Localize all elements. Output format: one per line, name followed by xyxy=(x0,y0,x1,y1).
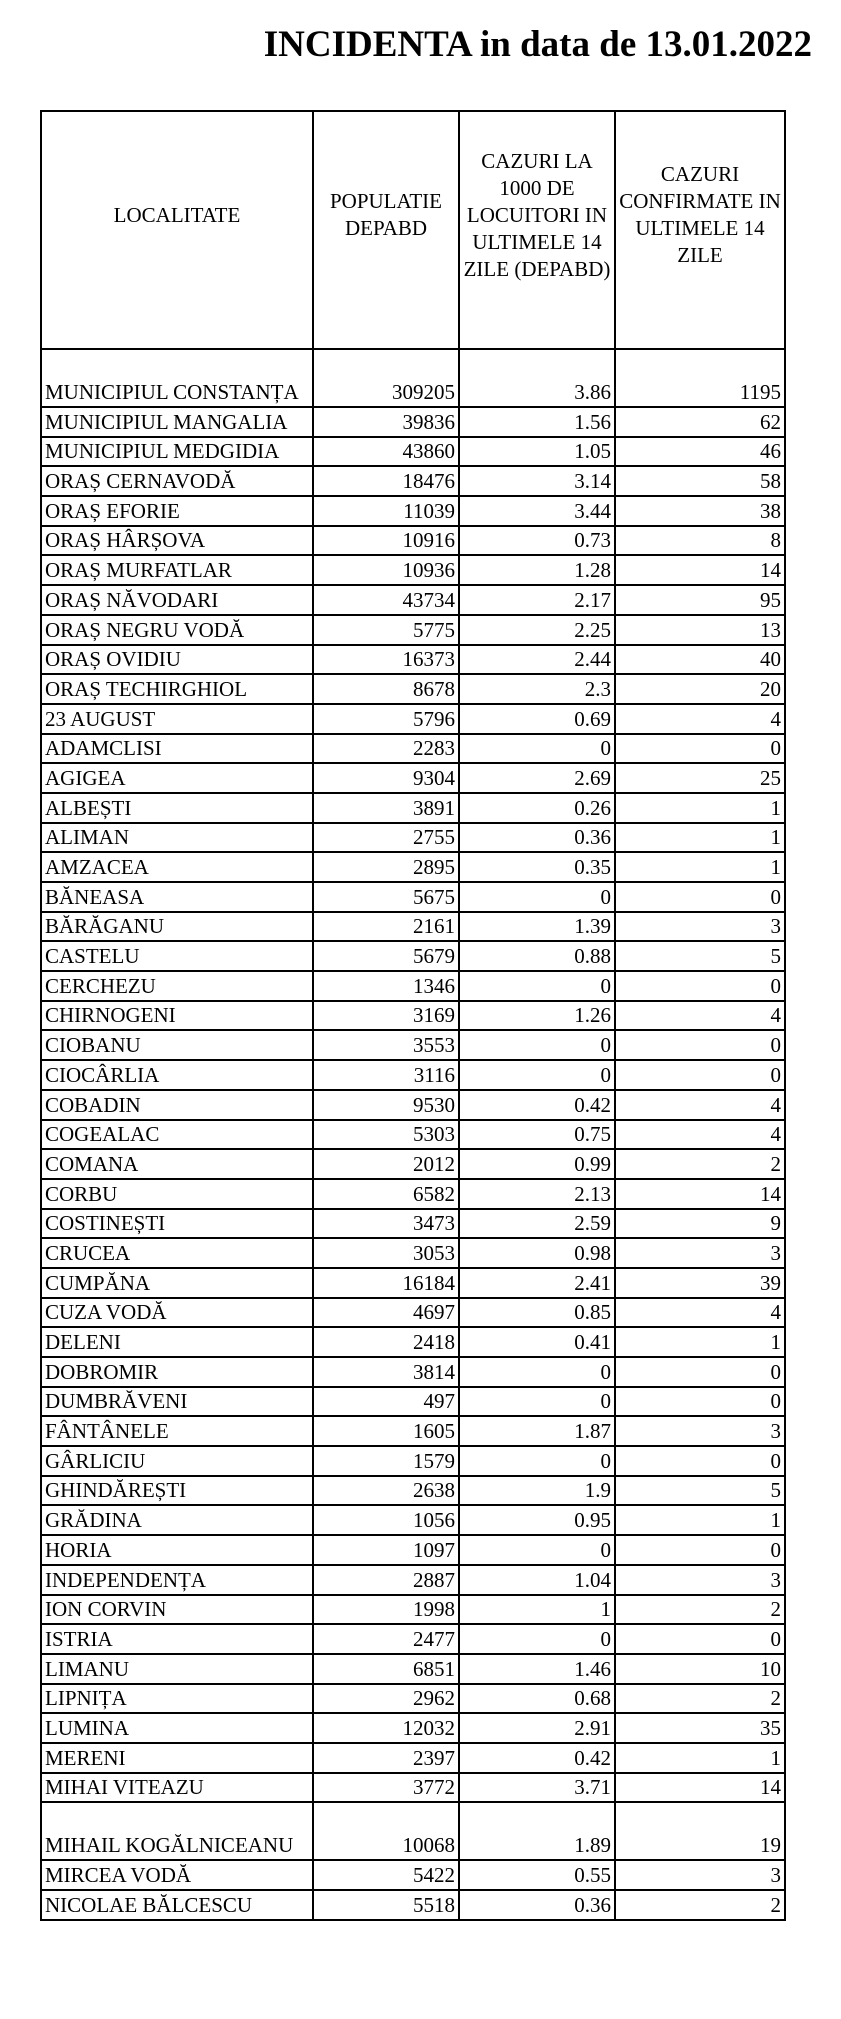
confirmed-cases-cell: 1 xyxy=(615,793,785,823)
rate-cell: 0.36 xyxy=(459,1890,615,1920)
rate-cell: 0.42 xyxy=(459,1090,615,1120)
table-body xyxy=(41,349,785,1920)
table-row xyxy=(41,1595,785,1625)
locality-cell: ORAȘ OVIDIU xyxy=(41,645,313,675)
table-row xyxy=(41,645,785,675)
rate-cell: 0.68 xyxy=(459,1684,615,1714)
table-row xyxy=(41,704,785,734)
table-row xyxy=(41,1090,785,1120)
confirmed-cases-cell: 62 xyxy=(615,407,785,437)
rate-cell: 0 xyxy=(459,882,615,912)
population-cell: 9304 xyxy=(313,763,459,793)
locality-cell: CHIRNOGENI xyxy=(41,1001,313,1031)
table-row xyxy=(41,1060,785,1090)
locality-cell: CRUCEA xyxy=(41,1238,313,1268)
confirmed-cases-cell: 14 xyxy=(615,1773,785,1803)
rate-cell: 0 xyxy=(459,1060,615,1090)
confirmed-cases-cell: 14 xyxy=(615,1179,785,1209)
locality-cell: ORAȘ MURFATLAR xyxy=(41,555,313,585)
locality-cell: CUMPĂNA xyxy=(41,1268,313,1298)
locality-cell: GÂRLICIU xyxy=(41,1446,313,1476)
population-cell: 2638 xyxy=(313,1476,459,1506)
population-cell: 2887 xyxy=(313,1565,459,1595)
confirmed-cases-cell: 3 xyxy=(615,1565,785,1595)
confirmed-cases-cell: 95 xyxy=(615,585,785,615)
confirmed-cases-cell: 0 xyxy=(615,1387,785,1417)
table-row xyxy=(41,1298,785,1328)
table-row xyxy=(41,349,785,407)
population-cell: 1605 xyxy=(313,1416,459,1446)
confirmed-cases-cell: 5 xyxy=(615,941,785,971)
population-cell: 10936 xyxy=(313,555,459,585)
population-cell: 2161 xyxy=(313,912,459,942)
confirmed-cases-cell: 2 xyxy=(615,1890,785,1920)
table-row xyxy=(41,1565,785,1595)
rate-cell: 1.89 xyxy=(459,1802,615,1860)
table-row xyxy=(41,674,785,704)
population-cell: 11039 xyxy=(313,496,459,526)
locality-cell: MUNICIPIUL MEDGIDIA xyxy=(41,437,313,467)
population-cell: 5679 xyxy=(313,941,459,971)
confirmed-cases-cell: 1195 xyxy=(615,349,785,407)
rate-cell: 1.87 xyxy=(459,1416,615,1446)
population-cell: 10916 xyxy=(313,526,459,556)
rate-cell: 3.44 xyxy=(459,496,615,526)
confirmed-cases-cell: 0 xyxy=(615,882,785,912)
confirmed-cases-cell: 1 xyxy=(615,852,785,882)
population-cell: 2283 xyxy=(313,734,459,764)
rate-cell: 1.39 xyxy=(459,912,615,942)
population-cell: 5796 xyxy=(313,704,459,734)
confirmed-cases-cell: 0 xyxy=(615,1030,785,1060)
confirmed-cases-cell: 1 xyxy=(615,823,785,853)
rate-cell: 3.86 xyxy=(459,349,615,407)
population-cell: 5775 xyxy=(313,615,459,645)
locality-cell: CORBU xyxy=(41,1179,313,1209)
locality-cell: MIHAI VITEAZU xyxy=(41,1773,313,1803)
confirmed-cases-cell: 14 xyxy=(615,555,785,585)
locality-cell: MUNICIPIUL MANGALIA xyxy=(41,407,313,437)
locality-cell: AMZACEA xyxy=(41,852,313,882)
locality-cell: LIPNIȚA xyxy=(41,1684,313,1714)
table-row xyxy=(41,1535,785,1565)
population-cell: 2895 xyxy=(313,852,459,882)
population-cell: 2397 xyxy=(313,1743,459,1773)
table-row xyxy=(41,1743,785,1773)
population-cell: 8678 xyxy=(313,674,459,704)
rate-cell: 0.73 xyxy=(459,526,615,556)
table-row xyxy=(41,1149,785,1179)
locality-cell: ORAȘ EFORIE xyxy=(41,496,313,526)
population-cell: 5518 xyxy=(313,1890,459,1920)
rate-cell: 0.41 xyxy=(459,1327,615,1357)
population-cell: 1998 xyxy=(313,1595,459,1625)
population-cell: 1346 xyxy=(313,971,459,1001)
population-cell: 2012 xyxy=(313,1149,459,1179)
confirmed-cases-cell: 0 xyxy=(615,734,785,764)
population-cell: 3473 xyxy=(313,1209,459,1239)
rate-cell: 3.71 xyxy=(459,1773,615,1803)
confirmed-cases-cell: 0 xyxy=(615,971,785,1001)
rate-cell: 3.14 xyxy=(459,466,615,496)
locality-cell: MIRCEA VODĂ xyxy=(41,1860,313,1890)
rate-cell: 0.36 xyxy=(459,823,615,853)
confirmed-cases-cell: 35 xyxy=(615,1713,785,1743)
confirmed-cases-cell: 1 xyxy=(615,1505,785,1535)
rate-cell: 0 xyxy=(459,734,615,764)
locality-cell: CERCHEZU xyxy=(41,971,313,1001)
population-cell: 16373 xyxy=(313,645,459,675)
table-row xyxy=(41,1120,785,1150)
confirmed-cases-cell: 58 xyxy=(615,466,785,496)
rate-cell: 0.75 xyxy=(459,1120,615,1150)
table-row xyxy=(41,734,785,764)
population-cell: 43734 xyxy=(313,585,459,615)
rate-cell: 0 xyxy=(459,1535,615,1565)
confirmed-cases-cell: 2 xyxy=(615,1684,785,1714)
rate-cell: 1 xyxy=(459,1595,615,1625)
locality-cell: CIOBANU xyxy=(41,1030,313,1060)
confirmed-cases-cell: 3 xyxy=(615,1416,785,1446)
locality-cell: ION CORVIN xyxy=(41,1595,313,1625)
population-cell: 43860 xyxy=(313,437,459,467)
header-rate-per-1000: CAZURI LA 1000 DE LOCUITORI IN ULTIMELE 14 ZILE (DEPABD) xyxy=(459,111,615,349)
table-row xyxy=(41,1030,785,1060)
rate-cell: 1.26 xyxy=(459,1001,615,1031)
confirmed-cases-cell: 1 xyxy=(615,1743,785,1773)
confirmed-cases-cell: 4 xyxy=(615,704,785,734)
locality-cell: MIHAIL KOGĂLNICEANU xyxy=(41,1802,313,1860)
table-row xyxy=(41,971,785,1001)
confirmed-cases-cell: 25 xyxy=(615,763,785,793)
table-row xyxy=(41,1654,785,1684)
table-row xyxy=(41,437,785,467)
table-row xyxy=(41,823,785,853)
confirmed-cases-cell: 5 xyxy=(615,1476,785,1506)
locality-cell: ORAȘ NĂVODARI xyxy=(41,585,313,615)
locality-cell: LIMANU xyxy=(41,1654,313,1684)
table-row xyxy=(41,941,785,971)
population-cell: 5675 xyxy=(313,882,459,912)
locality-cell: COBADIN xyxy=(41,1090,313,1120)
locality-cell: FÂNTÂNELE xyxy=(41,1416,313,1446)
table-row xyxy=(41,407,785,437)
table-row xyxy=(41,1446,785,1476)
rate-cell: 0.42 xyxy=(459,1743,615,1773)
table-row xyxy=(41,615,785,645)
population-cell: 3169 xyxy=(313,1001,459,1031)
table-row xyxy=(41,793,785,823)
locality-cell: COGEALAC xyxy=(41,1120,313,1150)
locality-cell: COSTINEȘTI xyxy=(41,1209,313,1239)
locality-cell: ADAMCLISI xyxy=(41,734,313,764)
population-cell: 3891 xyxy=(313,793,459,823)
confirmed-cases-cell: 10 xyxy=(615,1654,785,1684)
confirmed-cases-cell: 2 xyxy=(615,1149,785,1179)
population-cell: 3814 xyxy=(313,1357,459,1387)
locality-cell: AGIGEA xyxy=(41,763,313,793)
rate-cell: 2.59 xyxy=(459,1209,615,1239)
rate-cell: 1.28 xyxy=(459,555,615,585)
table-row xyxy=(41,1684,785,1714)
locality-cell: ORAȘ HÂRȘOVA xyxy=(41,526,313,556)
confirmed-cases-cell: 9 xyxy=(615,1209,785,1239)
locality-cell: CIOCÂRLIA xyxy=(41,1060,313,1090)
table-row xyxy=(41,1802,785,1860)
table-header-row xyxy=(41,111,785,349)
table-row xyxy=(41,466,785,496)
population-cell: 497 xyxy=(313,1387,459,1417)
confirmed-cases-cell: 0 xyxy=(615,1060,785,1090)
population-cell: 3053 xyxy=(313,1238,459,1268)
rate-cell: 1.04 xyxy=(459,1565,615,1595)
rate-cell: 0 xyxy=(459,1446,615,1476)
locality-cell: DELENI xyxy=(41,1327,313,1357)
population-cell: 3553 xyxy=(313,1030,459,1060)
rate-cell: 2.17 xyxy=(459,585,615,615)
locality-cell: CUZA VODĂ xyxy=(41,1298,313,1328)
table-row xyxy=(41,496,785,526)
locality-cell: ORAȘ CERNAVODĂ xyxy=(41,466,313,496)
rate-cell: 2.3 xyxy=(459,674,615,704)
table-row xyxy=(41,1890,785,1920)
confirmed-cases-cell: 0 xyxy=(615,1357,785,1387)
confirmed-cases-cell: 46 xyxy=(615,437,785,467)
confirmed-cases-cell: 4 xyxy=(615,1298,785,1328)
confirmed-cases-cell: 3 xyxy=(615,912,785,942)
population-cell: 9530 xyxy=(313,1090,459,1120)
locality-cell: LUMINA xyxy=(41,1713,313,1743)
rate-cell: 2.69 xyxy=(459,763,615,793)
population-cell: 4697 xyxy=(313,1298,459,1328)
confirmed-cases-cell: 4 xyxy=(615,1120,785,1150)
rate-cell: 0.95 xyxy=(459,1505,615,1535)
table-row xyxy=(41,1713,785,1743)
table-row xyxy=(41,1357,785,1387)
locality-cell: ORAȘ NEGRU VODĂ xyxy=(41,615,313,645)
table-row xyxy=(41,1624,785,1654)
locality-cell: DOBROMIR xyxy=(41,1357,313,1387)
confirmed-cases-cell: 40 xyxy=(615,645,785,675)
locality-cell: DUMBRĂVENI xyxy=(41,1387,313,1417)
table-row xyxy=(41,1327,785,1357)
table-row xyxy=(41,526,785,556)
rate-cell: 2.44 xyxy=(459,645,615,675)
confirmed-cases-cell: 38 xyxy=(615,496,785,526)
table-row xyxy=(41,1505,785,1535)
population-cell: 10068 xyxy=(313,1802,459,1860)
confirmed-cases-cell: 0 xyxy=(615,1446,785,1476)
locality-cell: 23 AUGUST xyxy=(41,704,313,734)
table-row xyxy=(41,852,785,882)
confirmed-cases-cell: 20 xyxy=(615,674,785,704)
locality-cell: MUNICIPIUL CONSTANȚA xyxy=(41,349,313,407)
rate-cell: 1.46 xyxy=(459,1654,615,1684)
page-title: INCIDENTA in data de 13.01.2022 xyxy=(263,24,812,65)
confirmed-cases-cell: 1 xyxy=(615,1327,785,1357)
confirmed-cases-cell: 2 xyxy=(615,1595,785,1625)
rate-cell: 0.35 xyxy=(459,852,615,882)
rate-cell: 2.91 xyxy=(459,1713,615,1743)
confirmed-cases-cell: 8 xyxy=(615,526,785,556)
table-row xyxy=(41,1179,785,1209)
population-cell: 2418 xyxy=(313,1327,459,1357)
locality-cell: COMANA xyxy=(41,1149,313,1179)
population-cell: 3772 xyxy=(313,1773,459,1803)
table-row xyxy=(41,763,785,793)
table-row xyxy=(41,1476,785,1506)
table-row xyxy=(41,912,785,942)
population-cell: 309205 xyxy=(313,349,459,407)
table-row xyxy=(41,1001,785,1031)
rate-cell: 0.88 xyxy=(459,941,615,971)
locality-cell: ISTRIA xyxy=(41,1624,313,1654)
rate-cell: 0 xyxy=(459,971,615,1001)
population-cell: 3116 xyxy=(313,1060,459,1090)
population-cell: 1097 xyxy=(313,1535,459,1565)
rate-cell: 0 xyxy=(459,1030,615,1060)
locality-cell: INDEPENDENȚA xyxy=(41,1565,313,1595)
table-row xyxy=(41,1209,785,1239)
header-locality: LOCALITATE xyxy=(41,111,313,349)
locality-cell: NICOLAE BĂLCESCU xyxy=(41,1890,313,1920)
rate-cell: 2.41 xyxy=(459,1268,615,1298)
locality-cell: MERENI xyxy=(41,1743,313,1773)
population-cell: 2962 xyxy=(313,1684,459,1714)
table-row xyxy=(41,1416,785,1446)
table-row xyxy=(41,1860,785,1890)
rate-cell: 0.69 xyxy=(459,704,615,734)
rate-cell: 0.98 xyxy=(459,1238,615,1268)
population-cell: 6851 xyxy=(313,1654,459,1684)
confirmed-cases-cell: 0 xyxy=(615,1535,785,1565)
rate-cell: 0.55 xyxy=(459,1860,615,1890)
confirmed-cases-cell: 39 xyxy=(615,1268,785,1298)
population-cell: 5422 xyxy=(313,1860,459,1890)
population-cell: 18476 xyxy=(313,466,459,496)
table-row xyxy=(41,1238,785,1268)
rate-cell: 0.26 xyxy=(459,793,615,823)
rate-cell: 0 xyxy=(459,1357,615,1387)
population-cell: 12032 xyxy=(313,1713,459,1743)
locality-cell: ALIMAN xyxy=(41,823,313,853)
header-confirmed-cases: CAZURI CONFIRMATE IN ULTIMELE 14 ZILE xyxy=(615,111,785,349)
confirmed-cases-cell: 4 xyxy=(615,1001,785,1031)
table-row xyxy=(41,585,785,615)
population-cell: 1579 xyxy=(313,1446,459,1476)
table-row xyxy=(41,1773,785,1803)
locality-cell: GHINDĂREȘTI xyxy=(41,1476,313,1506)
table-row xyxy=(41,555,785,585)
rate-cell: 1.05 xyxy=(459,437,615,467)
rate-cell: 0 xyxy=(459,1624,615,1654)
population-cell: 5303 xyxy=(313,1120,459,1150)
rate-cell: 2.25 xyxy=(459,615,615,645)
confirmed-cases-cell: 19 xyxy=(615,1802,785,1860)
locality-cell: ALBEȘTI xyxy=(41,793,313,823)
locality-cell: BĂNEASA xyxy=(41,882,313,912)
population-cell: 1056 xyxy=(313,1505,459,1535)
rate-cell: 1.9 xyxy=(459,1476,615,1506)
population-cell: 2755 xyxy=(313,823,459,853)
confirmed-cases-cell: 3 xyxy=(615,1860,785,1890)
rate-cell: 2.13 xyxy=(459,1179,615,1209)
header-population: POPULATIE DEPABD xyxy=(313,111,459,349)
rate-cell: 0.99 xyxy=(459,1149,615,1179)
table-row xyxy=(41,1268,785,1298)
confirmed-cases-cell: 13 xyxy=(615,615,785,645)
incidence-table xyxy=(40,110,786,1921)
confirmed-cases-cell: 4 xyxy=(615,1090,785,1120)
rate-cell: 1.56 xyxy=(459,407,615,437)
confirmed-cases-cell: 3 xyxy=(615,1238,785,1268)
table-row xyxy=(41,882,785,912)
locality-cell: CASTELU xyxy=(41,941,313,971)
locality-cell: HORIA xyxy=(41,1535,313,1565)
rate-cell: 0 xyxy=(459,1387,615,1417)
population-cell: 39836 xyxy=(313,407,459,437)
locality-cell: ORAȘ TECHIRGHIOL xyxy=(41,674,313,704)
population-cell: 6582 xyxy=(313,1179,459,1209)
locality-cell: BĂRĂGANU xyxy=(41,912,313,942)
table-row xyxy=(41,1387,785,1417)
confirmed-cases-cell: 0 xyxy=(615,1624,785,1654)
population-cell: 2477 xyxy=(313,1624,459,1654)
rate-cell: 0.85 xyxy=(459,1298,615,1328)
locality-cell: GRĂDINA xyxy=(41,1505,313,1535)
population-cell: 16184 xyxy=(313,1268,459,1298)
